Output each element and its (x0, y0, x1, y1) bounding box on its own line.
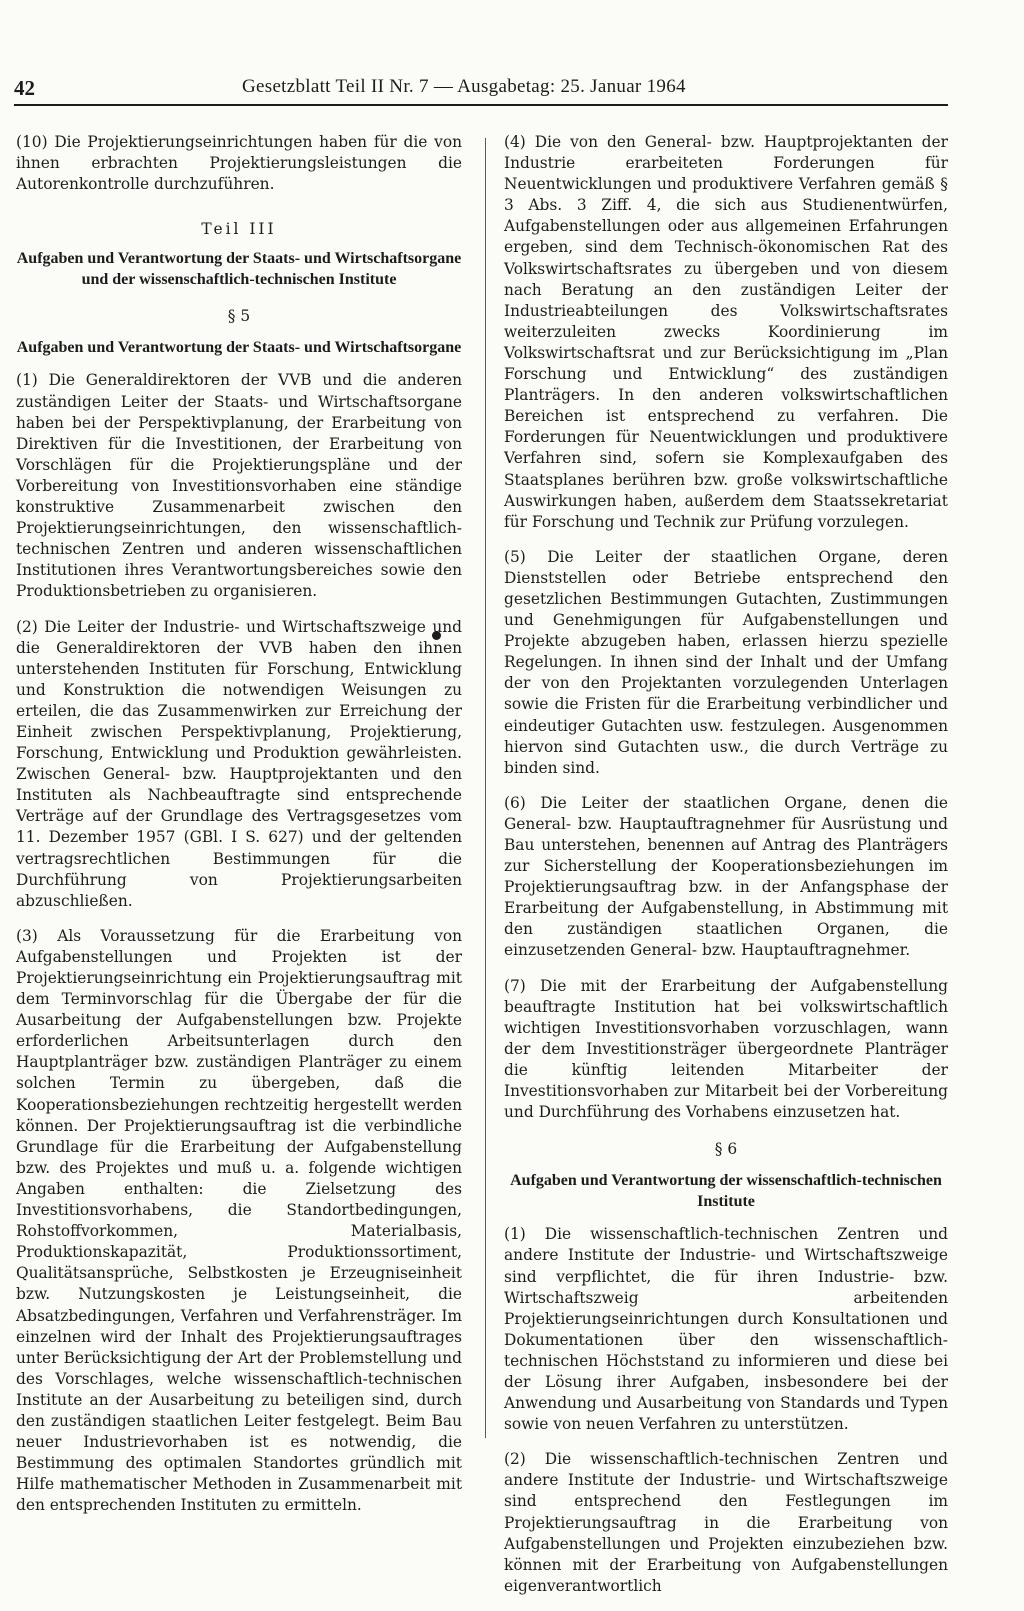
paragraph-10: (10) Die Projektierungseinrichtungen haben für die von ihnen erbrachten Projektierungsleistungen die Autorenkontrolle durchzuführen. (16, 133, 462, 194)
right-column (504, 132, 948, 1611)
section-5-paragraph-3: (3) Als Voraussetzung für die Erarbeitung von Aufgabenstellungen und Projekten ist der Projektierungseinrichtung ein Projektierungsauftrag mit dem Terminvorschlag für die Übergabe der für die Ausarbeitung der Aufgabenstellungen bzw. Projekte erforderlichen Arbeitsunterlagen durch den Hauptplanträger bzw. zuständigen Planträger zu einem solchen Termin zu übergeben, daß die Kooperationsbeziehungen rechtzeitig hergestellt werden können. Der Projektierungsauftrag ist die verbindliche Grundlage für die Erarbeitung der Aufgabenstellung bzw. des Projektes und muß u. a. folgende wichtigen Angaben enthalten: die Zielsetzung des Investitionsvorhabens, die Standortbedingungen, Rohstoffvorkommen, Materialbasis, Produktionskapazität, Produktionssortiment, Qualitätsansprüche, Selbstkosten je Erzeugniseinheit bzw. Nutzungskosten je Leistungseinheit, die Absatzbedingungen, Verfahren und Verfahrensträger. Im einzelnen wird der Inhalt des Projektierungsauftrages unter Berücksichtigung der Art der Problemstellung und des Vorschlages, welche wissenschaftlich-technischen Institute an der Ausarbeitung zu beteiligen sind, durch den zuständigen staatlichen Leiter festgelegt. Beim Bau neuer Industrievorhaben ist es notwendig, die Bestimmung des optimalen Standortes gründlich mit Hilfe mathematischer Methoden in Zusammenarbeit mit den entsprechenden Instituten zu ermitteln. (16, 926, 462, 1515)
part-heading: Aufgaben und Verantwortung der Staats- und Wirtschaftsorgane und der wissenschaftlich-technischen Institute (16, 250, 462, 289)
section-6-sign: § 6 (714, 1140, 738, 1159)
page-number: 42 (14, 76, 35, 100)
column-divider (485, 138, 486, 1438)
section-5-sign: § 5 (227, 307, 251, 326)
section-5-heading: Aufgaben und Verantwortung der Staats- und Wirtschaftsorgane (16, 339, 462, 357)
left-column (16, 132, 462, 1530)
gazette-title: Gesetzblatt Teil II Nr. 7 — Ausgabetag: 25. Januar 1964 (242, 76, 686, 97)
section-5-paragraph-2: (2) Die Leiter der Industrie- und Wirtschaftszweige und die Generaldirektoren der VVB haben den ihnen unterstehenden Instituten für Forschung, Entwicklung und Konstruktion die notwendigen Weisungen zu erteilen, die das Zusammenwirken zur Erreichung der Einheit zwischen Perspektivplanung, Projektierung, Forschung, Entwicklung und Produktion gewährleisten. Zwischen General- bzw. Hauptprojektanten und den Instituten als Nachbeauftragte sind entsprechende Verträge auf der Grundlage des Vertragsgesetzes vom 11. Dezember 1957 (GBl. I S. 627) und der geltenden vertragsrechtlichen Bestimmungen für die Durchführung von Projektierungsarbeiten abzuschließen. (16, 617, 462, 910)
section-6-paragraph-2: (2) Die wissenschaftlich-technischen Zentren und andere Institute der Industrie- und Wirtschaftszweige sind entsprechend den Festlegungen im Projektierungsauftrag in die Erarbeitung von Aufgabenstellungen und Projekten einzubeziehen bzw. können mit der Erarbeitung von Aufgabenstellungen eigenverantwortlich (504, 1450, 948, 1595)
section-5-paragraph-1: (1) Die Generaldirektoren der VVB und die anderen zuständigen Leiter der Staats- und Wirtschaftsorgane haben bei der Perspektivplanung, der Erarbeitung von Direktiven für die Investitionen, der Erarbeitung von Vorschlägen für die Projektierungspläne und der Vorbereitung von Investitionsvorhaben eine ständige konstruktive Zusammenarbeit zwischen den Projektierungseinrichtungen, den wissenschaftlich-technischen Zentren und anderen wissenschaftlichen Institutionen ihres Verantwortungsbereiches sowie den Produktionsbetrieben zu organisieren. (16, 371, 462, 601)
section-5-paragraph-4: (4) Die von den General- bzw. Hauptprojektanten der Industrie erarbeiteten Forderungen für Neuentwicklungen und produktivere Verfahren gemäß § 3 Abs. 3 Ziff. 4, die sich aus Studienentwürfen, Aufgabenstellungen oder aus allgemeinen Erfahrungen ergeben, sind dem Technisch-ökonomischen Rat des Volkswirtschaftsrates zu übergeben und von diesem nach Beratung an den zuständigen Leiter der Industrieabteilungen des Volkswirtschaftsrates weiterzuleiten zwecks Koordinierung im Volkswirtschaftsrat und zur Berücksichtigung im „Plan Forschung und Entwicklung“ des zuständigen Planträgers. In den anderen volkswirtschaftlichen Bereichen ist entsprechend zu verfahren. Die Forderungen für Neuentwicklungen und produktivere Verfahren sind, sofern sie Komplexaufgaben des Staatsplanes berühren bzw. große volkswirtschaftliche Auswirkungen haben, außerdem dem Staatssekretariat für Forschung und Technik zur Prüfung vorzulegen. (504, 133, 948, 531)
section-5-paragraph-7: (7) Die mit der Erarbeitung der Aufgabenstellung beauftragte Institution hat bei volkswirtschaftlich wichtigen Investitionsvorhaben vorzuschlagen, wann der dem Investitionsträger übergeordnete Planträger die künftig leitenden Mitarbeiter der Investitionsvorhaben zur Mitarbeit bei der Vorbereitung und Durchführung des Vorhabens einzusetzen hat. (504, 976, 948, 1122)
section-5-paragraph-6: (6) Die Leiter der staatlichen Organe, denen die General- bzw. Hauptauftragnehmer für Ausrüstung und Bau unterstehen, benennen auf Antrag des Planträgers zur Sicherstellung der Kooperationsbeziehungen im Projektierungsauftrag bzw. in der Anfangsphase der Erarbeitung der Aufgabenstellung, in Abstimmung mit den zuständigen staatlichen Organen, die einzusetzenden General- bzw. Hauptauftragnehmer. (504, 793, 948, 960)
section-6-heading: Aufgaben und Verantwortung der wissenschaftlich-technischen Institute (510, 1172, 942, 1211)
section-5-paragraph-5: (5) Die Leiter der staatlichen Organe, deren Dienststellen oder Betriebe entsprechend den gesetzlichen Bestimmungen Gutachten, Zustimmungen und Genehmigungen für Aufgabenstellungen und Projekte abzugeben haben, erlassen hierzu spezielle Regelungen. In ihnen sind der Inhalt und der Umfang der von den Projektanten vorzulegenden Unterlagen sowie die Fristen für die Erarbeitung verbindlicher und eindeutiger Gutachten usw. festzulegen. Ausgenommen hiervon sind Gutachten usw., die durch Verträge zu binden sind. (504, 547, 948, 777)
part-title: Teil III (201, 220, 277, 239)
section-6-paragraph-1: (1) Die wissenschaftlich-technischen Zentren und andere Institute der Industrie- und Wirtschaftszweige sind verpflichtet, die für ihren Industrie- bzw. Wirtschaftszweig arbeitenden Projektierungseinrichtungen durch Konsultationen und Dokumentationen über den wissenschaftlich-technischen Höchststand zu informieren und diese bei der Lösung ihrer Aufgaben, insbesondere bei der Anwendung und Ausarbeitung von Standards und Typen sowie von neuen Verfahren zu unterstützen. (504, 1225, 948, 1434)
page-header (14, 76, 948, 106)
